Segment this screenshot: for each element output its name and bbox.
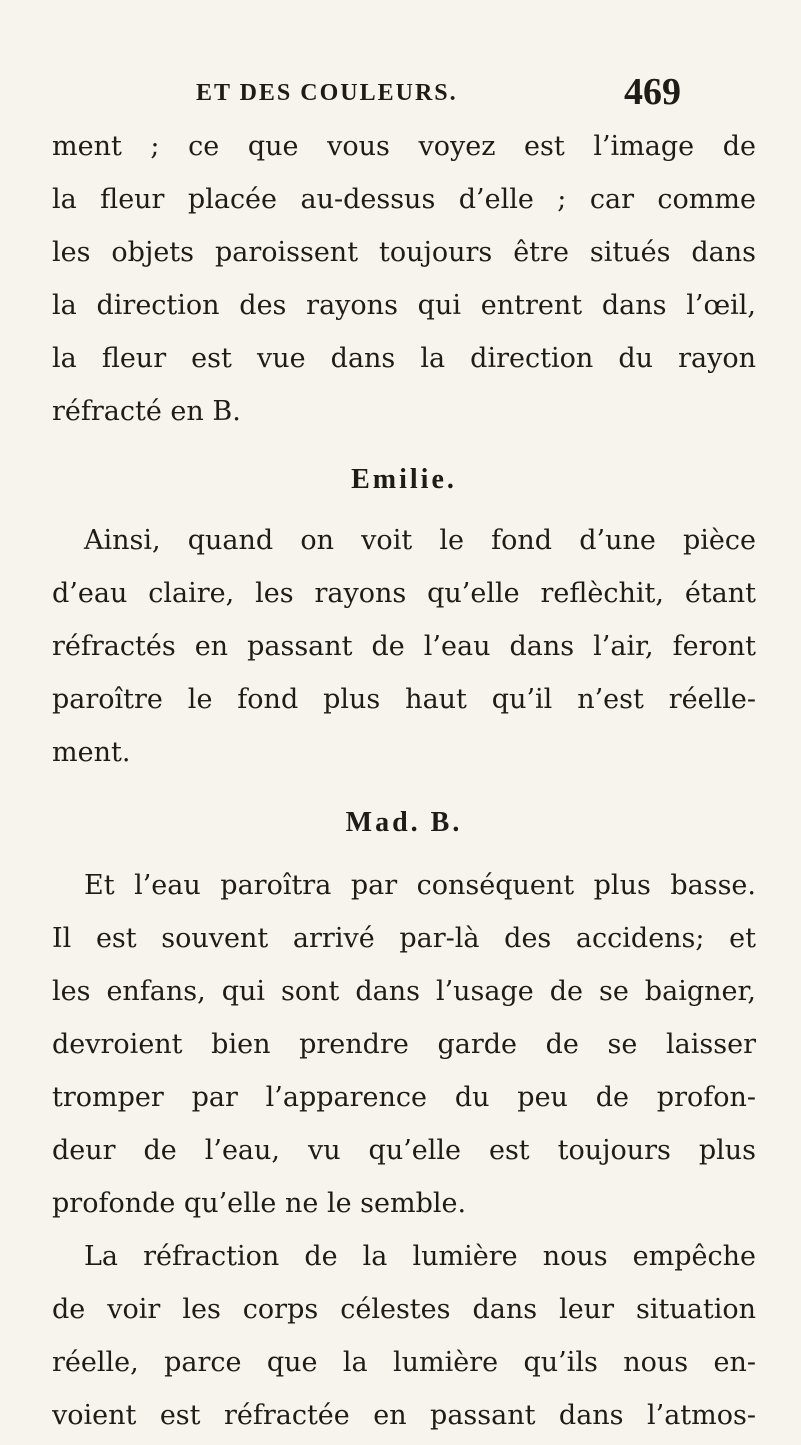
text-line: réfractés en passant de l’eau dans l’air, feront (52, 631, 756, 662)
paragraph-1 (52, 120, 756, 438)
text-line: profonde qu’elle ne le semble. (52, 1188, 467, 1219)
text-line: deur de l’eau, vu qu’elle est toujours plus (52, 1135, 756, 1166)
text-line: réelle, parce que la lumière qu’ils nous en- (52, 1347, 756, 1378)
paragraph-4 (52, 1230, 756, 1442)
text-line: devroient bien prendre garde de se laisser (52, 1029, 756, 1060)
text-line: paroître le fond plus haut qu’il n’est réelle- (52, 684, 756, 715)
text-line: Il est souvent arrivé par-là des accidens; et (52, 923, 756, 954)
page-header (0, 70, 801, 120)
text-line: Ainsi, quand on voit le fond d’une pièce (84, 525, 756, 556)
text-line: ment ; ce que vous voyez est l’image de (52, 131, 756, 162)
text-line: voient est réfractée en passant dans l’atmos- (52, 1400, 756, 1431)
paragraph-3 (52, 859, 756, 1230)
text-line: tromper par l’apparence du peu de profon- (52, 1082, 756, 1113)
page-number: 469 (624, 71, 681, 113)
text-line: la fleur placée au-dessus d’elle ; car comme (52, 184, 756, 215)
text-line: les enfans, qui sont dans l’usage de se baigner, (52, 976, 756, 1007)
body-text (52, 120, 756, 1442)
speaker-heading-emilie: Emilie. (351, 464, 457, 495)
text-line: la fleur est vue dans la direction du rayon (52, 343, 756, 374)
text-line: Et l’eau paroîtra par conséquent plus basse. (84, 870, 756, 901)
text-line: de voir les corps célestes dans leur situation (52, 1294, 756, 1325)
text-line: les objets paroissent toujours être situés dans (52, 237, 756, 268)
text-line: la direction des rayons qui entrent dans l’œil, (52, 290, 756, 321)
text-line: La réfraction de la lumière nous empêche (84, 1241, 756, 1272)
paragraph-2 (52, 514, 756, 779)
running-title: ET DES COULEURS. (196, 80, 458, 106)
text-line: réfracté en B. (52, 396, 241, 427)
text-line: d’eau claire, les rayons qu’elle reflèchit, étant (52, 578, 756, 609)
speaker-heading-mad-b: Mad. B. (345, 807, 463, 838)
text-line: ment. (52, 737, 131, 768)
